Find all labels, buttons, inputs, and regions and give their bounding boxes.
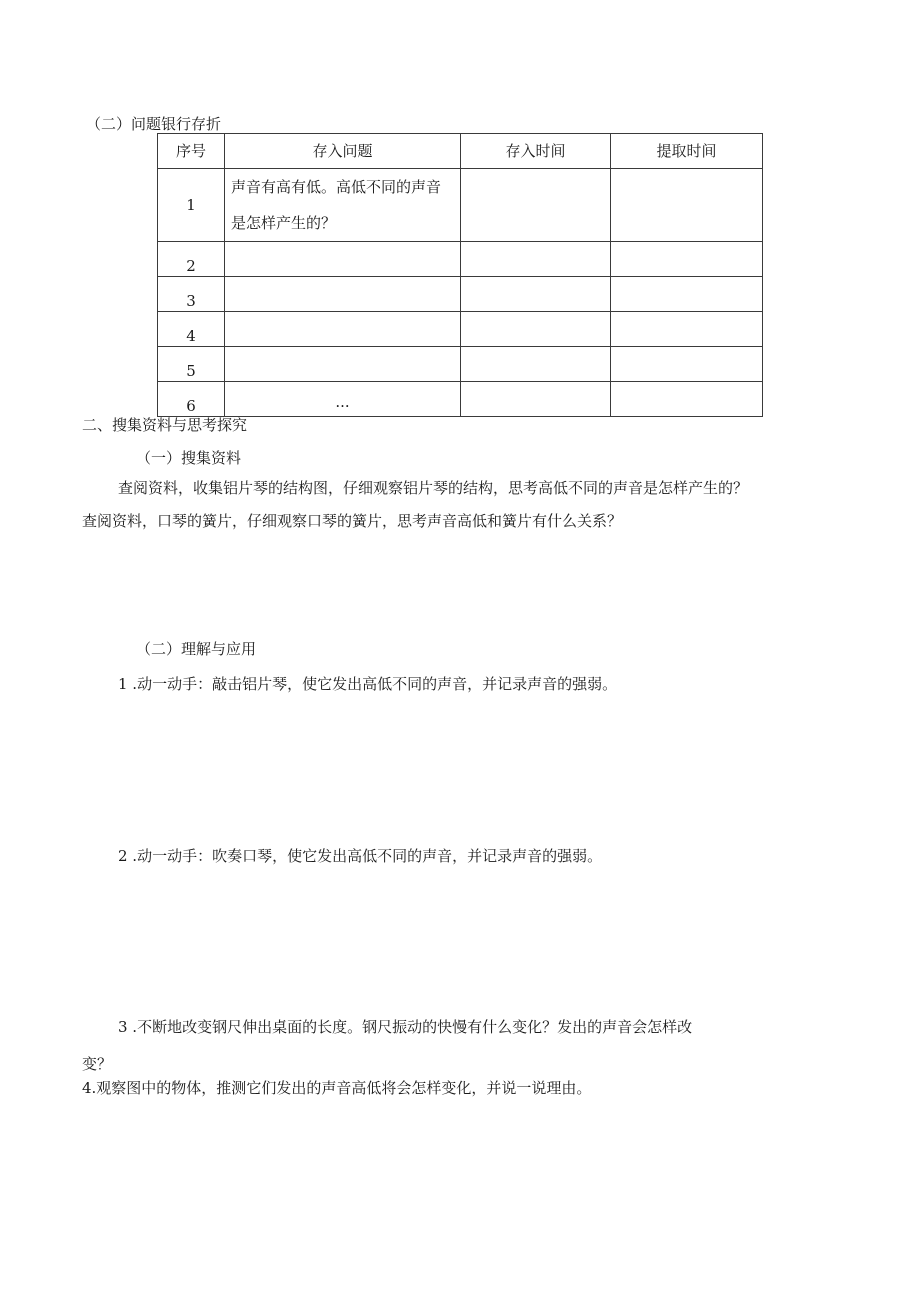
row-question — [225, 242, 461, 277]
header-index: 序号 — [158, 134, 225, 169]
header-withdraw-time: 提取时间 — [611, 134, 763, 169]
table-row — [158, 347, 763, 382]
row-question: 声音有高有低。高低不同的声音是怎样产生的？ — [225, 169, 461, 242]
table-row — [158, 277, 763, 312]
row-index: 1 — [158, 169, 225, 242]
question-item-2: 2 .动一动手：吹奏口琴，使它发出高低不同的声音，并记录声音的强弱。 — [118, 847, 603, 865]
row-deposit-time — [461, 312, 611, 347]
question-bank-table — [157, 133, 763, 417]
row-question — [225, 277, 461, 312]
row-question: ··· — [225, 382, 461, 417]
row-index: 6 — [158, 382, 225, 417]
bank-section-title: （二）问题银行存折 — [86, 115, 222, 133]
section-2-heading: 二、搜集资料与思考探究 — [82, 416, 248, 434]
header-question: 存入问题 — [225, 134, 461, 169]
row-question — [225, 312, 461, 347]
row-deposit-time — [461, 382, 611, 417]
row-withdraw-time — [611, 169, 763, 242]
table-row — [158, 382, 763, 417]
row-deposit-time — [461, 242, 611, 277]
question-item-3-continued: 变？ — [82, 1055, 113, 1073]
table-row — [158, 169, 763, 242]
sub-heading-apply: （二）理解与应用 — [136, 640, 257, 658]
table-row — [158, 242, 763, 277]
row-index: 4 — [158, 312, 225, 347]
table-header-row — [158, 134, 763, 169]
question-item-3: 3 .不断地改变钢尺伸出桌面的长度。钢尺振动的快慢有什么变化？发出的声音会怎样改 — [118, 1018, 693, 1036]
row-deposit-time — [461, 347, 611, 382]
row-withdraw-time — [611, 382, 763, 417]
paragraph-line: 查阅资料，口琴的簧片，仔细观察口琴的簧片，思考声音高低和簧片有什么关系？ — [82, 512, 623, 530]
question-item-4: 4.观察图中的物体，推测它们发出的声音高低将会怎样变化，并说一说理由。 — [82, 1079, 592, 1097]
row-index: 2 — [158, 242, 225, 277]
row-withdraw-time — [611, 312, 763, 347]
row-deposit-time — [461, 169, 611, 242]
row-index: 3 — [158, 277, 225, 312]
question-item-1: 1 .动一动手：敲击铝片琴，使它发出高低不同的声音，并记录声音的强弱。 — [118, 675, 618, 693]
row-deposit-time — [461, 277, 611, 312]
row-withdraw-time — [611, 347, 763, 382]
header-deposit-time: 存入时间 — [461, 134, 611, 169]
row-question — [225, 347, 461, 382]
table-row — [158, 312, 763, 347]
row-withdraw-time — [611, 277, 763, 312]
row-index: 5 — [158, 347, 225, 382]
row-withdraw-time — [611, 242, 763, 277]
sub-heading-collect: （一）搜集资料 — [136, 449, 242, 467]
paragraph-line: 查阅资料，收集铝片琴的结构图，仔细观察铝片琴的结构，思考高低不同的声音是怎样产生的？ — [118, 479, 749, 497]
